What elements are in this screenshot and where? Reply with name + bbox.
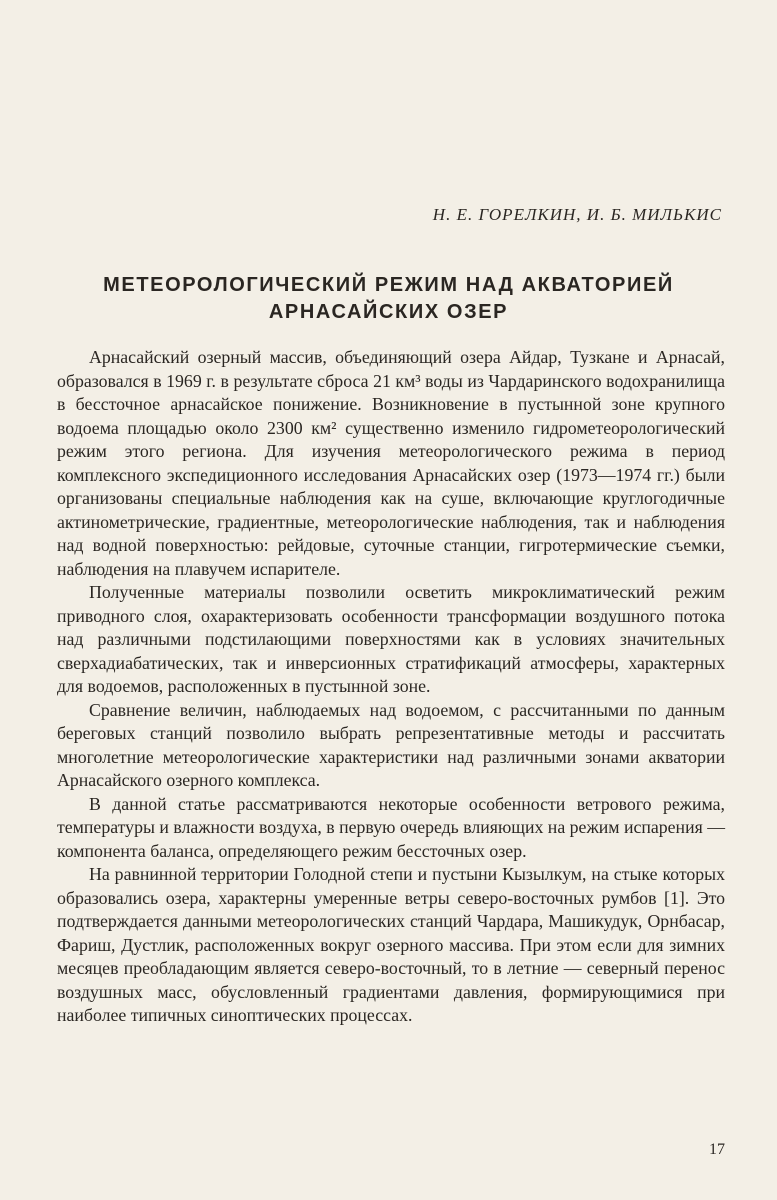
paragraph: На равнинной территории Голодной степи и пустыни Кызылкум, на стыке которых образовались озера, характерны умеренные ветры северо-восточных румбов [1]. Это подтверждается данными метеорологических станций Чардара, Машикудук, Орнбасар, Фариш, Дустлик, расположенных вокруг озерного массива. При этом если для зимних месяцев преобладающим является северо-восточный, то в летние — северный перенос воздушных масс, обусловленный градиентами давления, формирующимися при наиболее типичных синоптических процессах. [57,864,725,1025]
article-body [57,346,725,1028]
title-line-1: МЕТЕОРОЛОГИЧЕСКИЙ РЕЖИМ НАД АКВАТОРИЕЙ [103,274,674,296]
article-title [60,272,717,326]
paragraph: Полученные материалы позволили осветить микроклиматический режим приводного слоя, охарактеризовать особенности трансформации воздушного потока над различными подстилающими поверхностями как в условиях значительных сверхадиабатических, так и инверсионных стратификаций атмосферы, характерных для водоемов, расположенных в пустынной зоне. [57,582,725,696]
paragraph: В данной статье рассматриваются некоторые особенности ветрового режима, температуры и влажности воздуха, в первую очередь влияющих на режим испарения — компонента баланса, определяющего режим бессточных озер. [57,793,725,861]
paragraph: Сравнение величин, наблюдаемых над водоемом, с рассчитанными по данным береговых станций позволило выбрать репрезентативные методы и рассчитать многолетние метеорологические характеристики над различными зонами акватории Арнасайского озерного комплекса. [57,699,725,790]
authors: Н. Е. ГОРЕЛКИН, И. Б. МИЛЬКИС [432,205,722,224]
page-number: 17 [709,1141,725,1158]
paragraph: Арнасайский озерный массив, объединяющий озера Айдар, Тузкане и Арнасай, образовался в 1969 г. в результате сброса 21 км³ воды из Чардаринского водохранилища в бессточное арнасайское понижение. Возникновение в пустынной зоне крупного водоема площадью около 2300 км² существенно изменило гидрометеорологический режим этого региона. Для изучения метеорологического режима в период комплексного экспедиционного исследования Арнасайских озер (1973—1974 гг.) были организованы специальные наблюдения как на суше, включающие круглогодичные актинометрические, градиентные, метеорологические наблюдения, так и наблюдения над водной поверхностью: рейдовые, суточные станции, гигротермические съемки, наблюдения на плавучем испарителе. [57,347,725,579]
title-line-2: АРНАСАЙСКИХ ОЗЕР [268,301,509,323]
